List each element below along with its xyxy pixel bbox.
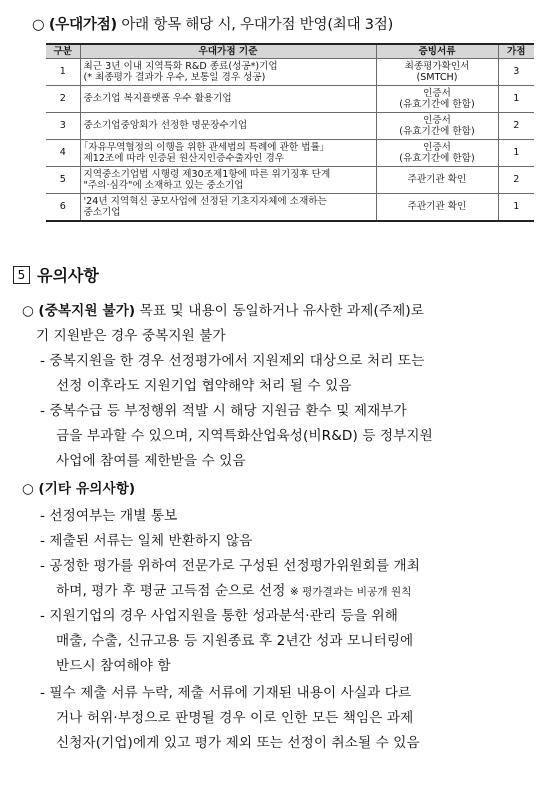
section-number-box: 5 — [13, 266, 30, 284]
evidence-line: 인증서 — [423, 87, 451, 99]
list-item-cont: 금을 부과할 수 있으며, 지역특화산업육성(비R&D) 등 정부지원 — [56, 428, 433, 444]
duplicate-text: 목표 및 내용이 동일하거나 유사한 과제(주제)로 — [135, 303, 424, 319]
list-item: - 중복수급 등 부정행위 적발 시 해당 지원금 환수 및 제재부가 — [40, 403, 407, 419]
row-points: 1 — [498, 140, 534, 167]
row-evidence — [376, 59, 498, 86]
criteria-line: 중소기업중앙회가 선정한 명문장수기업 — [83, 120, 248, 132]
row-points: 1 — [498, 86, 534, 113]
header-evidence: 증빙서류 — [376, 44, 498, 59]
table-row — [46, 167, 534, 194]
table-row — [46, 59, 534, 86]
bullet: ○ — [22, 481, 34, 497]
bonus-title-bold: (우대가점) — [48, 17, 117, 33]
row-evidence — [376, 86, 498, 113]
row-points: 2 — [498, 167, 534, 194]
list-item: - 제출된 서류는 일체 반환하지 않음 — [40, 533, 253, 549]
other-heading-line — [22, 477, 135, 497]
evidence-line: (유효기간에 한함) — [399, 153, 475, 164]
table-header-row — [46, 44, 534, 59]
criteria-line: 지역중소기업법 시행령 제30조제1항에 따른 위기징후 단계 — [83, 168, 331, 180]
list-item: - 중복지원을 한 경우 선정평가에서 지원제외 대상으로 처리 또는 — [40, 353, 425, 369]
list-item-cont: 거나 허위·부정으로 판명될 경우 이로 인한 모든 책임은 과제 — [56, 710, 414, 726]
criteria-line: '24년 지역혁신 공모사업에 선정된 기초지자체에 소재하는 — [83, 195, 327, 207]
header-points: 가점 — [498, 44, 534, 59]
evidence-line: (유효기간에 한함) — [399, 99, 475, 110]
duplicate-heading-line — [22, 299, 424, 319]
list-item: - 지원기업의 경우 사업지원을 통한 성과분석·관리 등을 위해 — [40, 608, 398, 624]
criteria-line: 제12조에 따라 인증된 원산지인증수출자인 경우 — [83, 153, 284, 164]
evidence-line: 인증서 — [423, 114, 451, 126]
row-criteria — [80, 194, 376, 222]
evidence-line: 인증서 — [423, 141, 451, 153]
list-item-cont: 매출, 수출, 신규고용 등 지원종료 후 2년간 성과 모니터링에 — [56, 633, 414, 649]
row-number: 2 — [46, 86, 80, 113]
table-row — [46, 194, 534, 222]
list-item-cont: 신청자(기업)에게 있고 평가 제외 또는 선정이 취소될 수 있음 — [56, 735, 420, 751]
evidence-line: (유효기간에 한함) — [399, 126, 475, 137]
criteria-line: 중소기업 복지플랫폼 우수 활용기업 — [83, 93, 232, 105]
row-criteria — [80, 167, 376, 194]
table-row — [46, 140, 534, 167]
header-category: 구분 — [46, 44, 80, 59]
bullet: ○ — [32, 17, 45, 33]
bonus-title-rest: 아래 항목 해당 시, 우대가점 반영(최대 3점) — [116, 17, 394, 33]
criteria-line: ｢자유무역협정의 이행을 위한 관세법의 특례에 관한 법률｣ — [83, 141, 325, 153]
duplicate-text-cont: 기 지원받은 경우 중복지원 불가 — [36, 328, 226, 344]
criteria-line: 최근 3년 이내 지역특화 R&D 종료(성공*)기업 — [83, 60, 278, 72]
row-criteria — [80, 86, 376, 113]
row-number: 4 — [46, 140, 80, 167]
row-points: 2 — [498, 113, 534, 140]
row-evidence — [376, 140, 498, 167]
evidence-line: (SMTCH) — [416, 72, 458, 83]
table-row — [46, 86, 534, 113]
row-criteria — [80, 140, 376, 167]
duplicate-title: (중복지원 불가) — [38, 303, 136, 319]
row-evidence — [376, 113, 498, 140]
row-number: 3 — [46, 113, 80, 140]
evaluation-note: ※ 평가결과는 비공개 원칙 — [289, 586, 412, 598]
list-item-text: 하며, 평가 후 평균 고득점 순으로 선정 — [56, 583, 286, 599]
row-points: 1 — [498, 194, 534, 222]
row-criteria — [80, 59, 376, 86]
bonus-points-table — [46, 43, 534, 222]
evidence-line: 최종평가확인서 — [404, 60, 470, 72]
row-number: 1 — [46, 59, 80, 86]
list-item: - 필수 제출 서류 누락, 제출 서류에 기재된 내용이 사실과 다르 — [40, 685, 412, 701]
list-item: - 선정여부는 개별 통보 — [40, 508, 178, 524]
list-item-cont: 반드시 참여해야 함 — [56, 658, 171, 674]
list-item: - 공정한 평가를 위하여 전문가로 구성된 선정평가위원회를 개최 — [40, 558, 420, 574]
criteria-line: 중소기업 — [83, 207, 121, 218]
notice-heading — [13, 263, 99, 286]
row-number: 6 — [46, 194, 80, 222]
evidence-line: 주관기관 확인 — [407, 174, 467, 186]
row-points: 3 — [498, 59, 534, 86]
list-item-cont — [56, 579, 411, 599]
row-evidence — [376, 194, 498, 222]
evidence-line: 주관기관 확인 — [407, 201, 467, 213]
list-item-cont: 사업에 참여를 제한받을 수 있음 — [56, 453, 246, 469]
bullet: ○ — [22, 303, 34, 319]
criteria-line: "주의·심각"에 소재하고 있는 중소기업 — [83, 180, 244, 191]
other-title: (기타 유의사항) — [38, 481, 136, 497]
header-criteria: 우대가점 기준 — [80, 44, 376, 59]
row-number: 5 — [46, 167, 80, 194]
row-evidence — [376, 167, 498, 194]
notice-title: 유의사항 — [37, 266, 99, 285]
table-row — [46, 113, 534, 140]
list-item-cont: 선정 이후라도 지원기업 협약해약 처리 될 수 있음 — [56, 378, 352, 394]
row-criteria — [80, 113, 376, 140]
criteria-line: (* 최종평가 결과가 우수, 보통일 경우 성공) — [83, 72, 266, 83]
bonus-points-heading — [32, 13, 393, 34]
